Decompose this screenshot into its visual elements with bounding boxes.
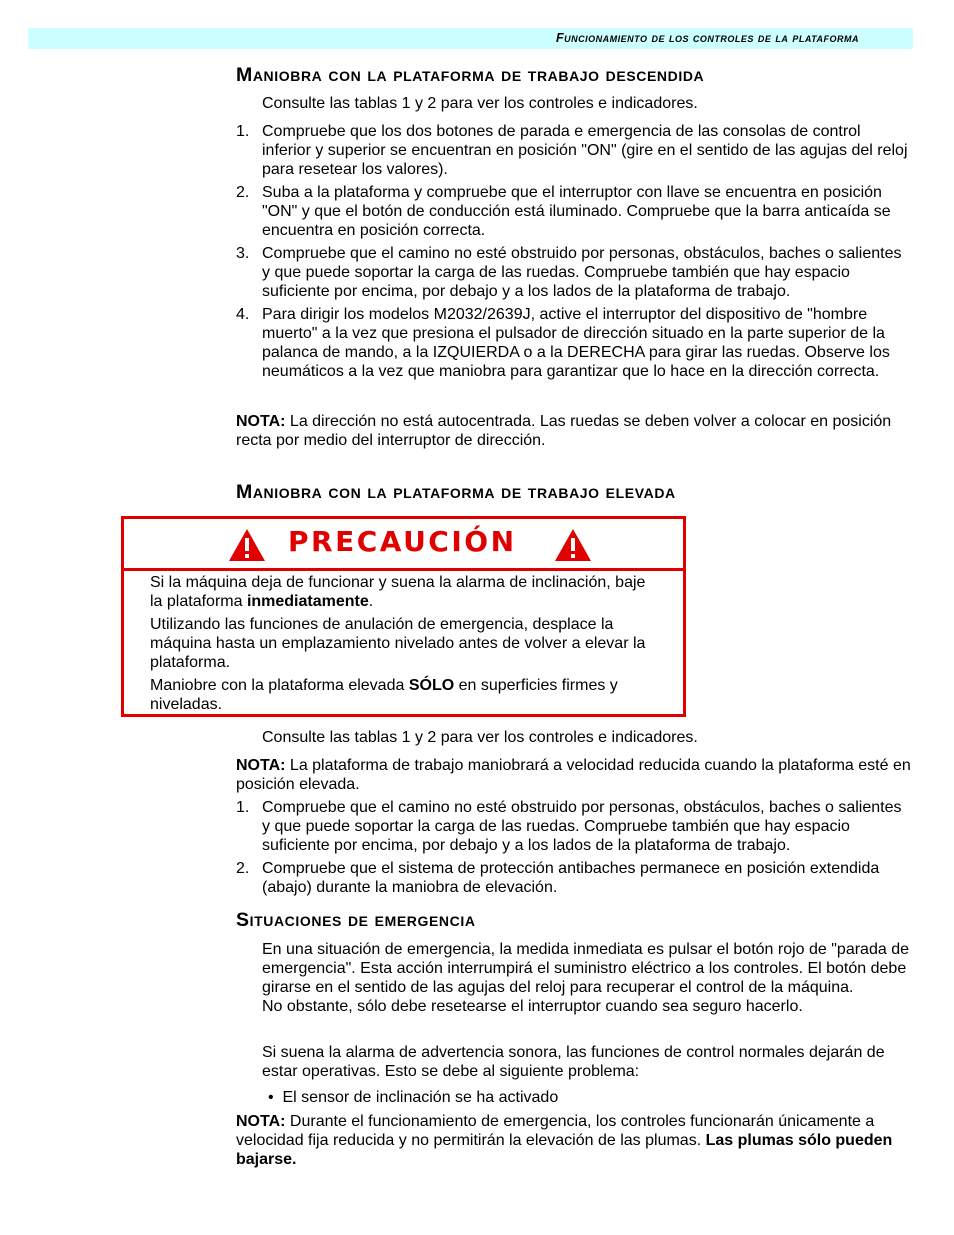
emergency-paragraph: En una situación de emergencia, la medida inmediata es pulsar el botón rojo de "parada de emergencia". Esta acción interrumpirá el suministro eléctrico a los controles. El botón debe girarse en el sentido de las agujas del reloj para recuperar el control de la máquina. No obstante, sólo debe resetearse el interruptor cuando sea seguro hacerlo. bbox=[262, 941, 909, 1015]
note-label: NOTA: bbox=[236, 413, 286, 430]
note-raised: NOTA: La plataforma de trabajo maniobrará a velocidad reducida cuando la plataforma esté en posición elevada. bbox=[236, 757, 911, 793]
section-heading-raised: Maniobra con la plataforma de trabajo elevada bbox=[236, 481, 676, 503]
list-item: 2. Suba a la plataforma y compruebe que el interruptor con llave se encuentra en posición "ON" y que el botón de conducción está iluminado. Compruebe que la barra anticaída se encuentra en posición correcta. bbox=[236, 184, 891, 239]
caution-box bbox=[121, 516, 686, 717]
note-emergency: NOTA: Durante el funcionamiento de emergencia, los controles funcionarán únicamente a velocidad fija reducida y no permitirán la elevación de las plumas. Las plumas sólo pueden bajarse. bbox=[236, 1113, 893, 1168]
section-intro: Consulte las tablas 1 y 2 para ver los controles e indicadores. bbox=[262, 95, 698, 112]
steps-list-raised bbox=[236, 798, 912, 901]
caution-text: Maniobre con la plataforma elevada SÓLO en superficies firmes y niveladas. bbox=[150, 677, 618, 713]
section-heading-lowered: Maniobra con la plataforma de trabajo descendida bbox=[236, 64, 705, 86]
page-header-bar bbox=[28, 28, 913, 49]
emergency-paragraph: Si suena la alarma de advertencia sonora, las funciones de control normales dejarán de estar operativas. Esto se debe al siguiente problema: bbox=[262, 1044, 885, 1080]
note-label: NOTA: bbox=[236, 1113, 286, 1130]
list-item: 2. Compruebe que el sistema de protección antibaches permanece en posición extendida (abajo) durante la maniobra de elevación. bbox=[236, 860, 880, 896]
steps-list-lowered bbox=[236, 122, 912, 385]
caution-body bbox=[150, 573, 660, 718]
list-item: 1. Compruebe que los dos botones de parada e emergencia de las consolas de control inferior y superior se encuentran en posición "ON" (gire en el sentido de las agujas del reloj para resetear los valores). bbox=[236, 123, 908, 178]
list-item: 4. Para dirigir los modelos M2032/2639J, active el interruptor del dispositivo de "hombre muerto" a la vez que presiona el pulsador de dirección situado en la parte superior de la palanca de mando, a la IZQUIERDA o a la DERECHA para girar las ruedas. Observe los neumáticos a la vez que maniobra para garantizar que lo hace en la dirección correcta. bbox=[236, 306, 890, 380]
caution-header bbox=[124, 519, 683, 571]
bullet-item: • El sensor de inclinación se ha activado bbox=[268, 1089, 559, 1106]
note-label: NOTA: bbox=[236, 757, 286, 774]
warning-triangle-icon bbox=[554, 528, 592, 562]
bullet-dot: • bbox=[268, 1089, 283, 1106]
list-item: 1. Compruebe que el camino no esté obstruido por personas, obstáculos, baches o salientes y que puede soportar la carga de las ruedas. Compruebe también que hay espacio suficiente por encima, por debajo y a los lados de la plataforma de trabajo. bbox=[236, 799, 902, 854]
section-heading-emergency: Situaciones de emergencia bbox=[236, 909, 476, 931]
list-item: 3. Compruebe que el camino no esté obstruido por personas, obstáculos, baches o salientes y que puede soportar la carga de las ruedas. Compruebe también que hay espacio suficiente por encima, por debajo y a los lados de la plataforma de trabajo. bbox=[236, 245, 902, 300]
section-intro: Consulte las tablas 1 y 2 para ver los controles e indicadores. bbox=[262, 729, 698, 746]
caution-text: Si la máquina deja de funcionar y suena la alarma de inclinación, baje la plataforma inmediatamente. bbox=[150, 574, 646, 610]
note-lowered: NOTA: La dirección no está autocentrada. Las ruedas se deben volver a colocar en posición recta por medio del interruptor de dirección. bbox=[236, 413, 892, 449]
warning-triangle-icon bbox=[228, 528, 266, 562]
caution-text: Utilizando las funciones de anulación de emergencia, desplace la máquina hasta un emplazamiento nivelado antes de volver a elevar la plataforma. bbox=[150, 616, 646, 671]
caution-title: PRECAUCIÓN bbox=[288, 525, 517, 558]
page-header-title: Funcionamiento de los controles de la plataforma bbox=[556, 31, 859, 45]
